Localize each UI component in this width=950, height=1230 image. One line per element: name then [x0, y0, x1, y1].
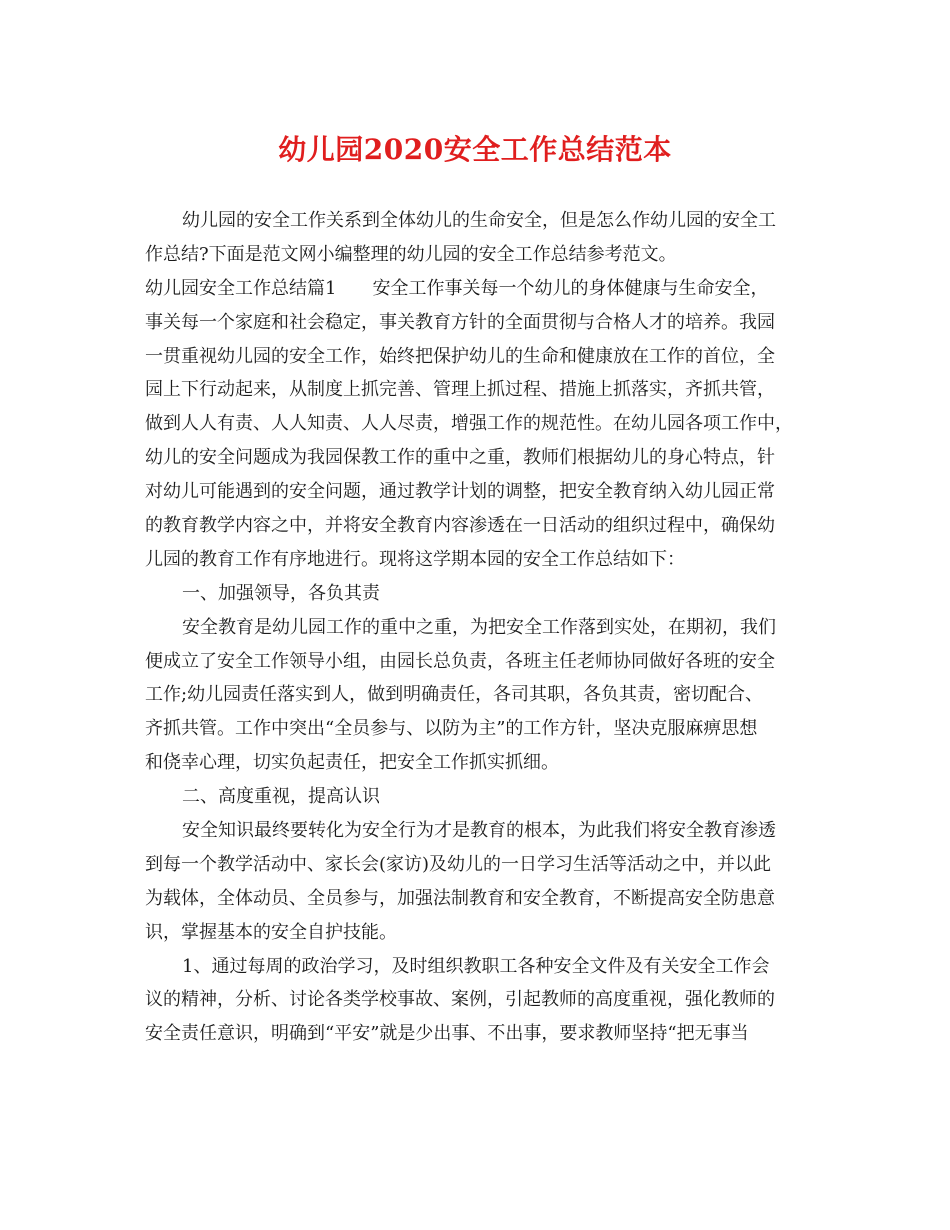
- paragraph-line: 作总结?下面是范文网小编整理的幼儿园的安全工作总结参考范文。: [145, 243, 677, 265]
- paragraph-line: 做到人人有责、人人知责、人人尽责，增强工作的规范性。在幼儿园各项工作中，: [145, 413, 793, 435]
- paragraph-line: 幼儿园安全工作总结篇1 安全工作事关每一个幼儿的身体健康与生命安全，: [145, 277, 769, 299]
- document-body: [145, 204, 809, 1051]
- paragraph-line: 儿园的教育工作有序地进行。现将这学期本园的安全工作总结如下：: [145, 548, 685, 570]
- paragraph-line: 便成立了安全工作领导小组，由园长总负责，各班主任老师协同做好各班的安全: [145, 650, 775, 672]
- paragraph-line: 为载体，全体动员、全员参与，加强法制教育和安全教育，不断提高安全防患意: [145, 887, 775, 909]
- paragraph-line: 幼儿的安全问题成为我园保教工作的重中之重，教师们根据幼儿的身心特点，针: [145, 447, 775, 469]
- paragraph-line: 园上下行动起来，从制度上抓完善、管理上抓过程、措施上抓落实，齐抓共管，: [145, 379, 775, 401]
- paragraph-line: 一贯重视幼儿园的安全工作，始终把保护幼儿的生命和健康放在工作的首位，全: [145, 345, 775, 367]
- document-title: 幼儿园2020安全工作总结范本: [278, 133, 672, 166]
- paragraph-line: 和侥幸心理，切实负起责任，把安全工作抓实抓细。: [145, 752, 559, 774]
- paragraph-line: 安全知识最终要转化为安全行为才是教育的根本，为此我们将安全教育渗透: [182, 820, 776, 842]
- paragraph-line: 事关每一个家庭和社会稳定，事关教育方针的全面贯彻与合格人才的培养。我园: [145, 311, 775, 333]
- paragraph-line: 幼儿园的安全工作关系到全体幼儿的生命安全，但是怎么作幼儿园的安全工: [182, 210, 776, 231]
- paragraph-line: 的教育教学内容之中，并将安全教育内容渗透在一日活动的组织过程中，确保幼: [145, 515, 775, 537]
- paragraph-line: 工作;幼儿园责任落实到人，做到明确责任，各司其职，各负其责，密切配合、: [145, 684, 764, 706]
- paragraph-line: 安全责任意识，明确到“平安”就是少出事、不出事，要求教师坚持“把无事当: [145, 1023, 749, 1045]
- paragraph-line: 识，掌握基本的安全自护技能。: [145, 921, 397, 943]
- paragraph-line: 对幼儿可能遇到的安全问题，通过教学计划的调整，把安全教育纳入幼儿园正常: [145, 481, 775, 503]
- paragraph-line: 议的精神，分析、讨论各类学校事故、案例，引起教师的高度重视，强化教师的: [145, 989, 775, 1011]
- paragraph-line: 齐抓共管。工作中突出“全员参与、以防为主”的工作方针，坚决克服麻痹思想: [145, 718, 758, 740]
- paragraph-line: 安全教育是幼儿园工作的重中之重，为把安全工作落到实处，在期初，我们: [182, 616, 776, 638]
- section-heading: 一、加强领导，各负其责: [182, 582, 380, 604]
- section-heading: 二、高度重视，提高认识: [182, 786, 380, 808]
- paragraph-line: 到每一个教学活动中、家长会(家访)及幼儿的一日学习生活等活动之中，并以此: [145, 853, 772, 875]
- paragraph-line: 1、通过每周的政治学习，及时组织教职工各种安全文件及有关安全工作会: [182, 955, 770, 977]
